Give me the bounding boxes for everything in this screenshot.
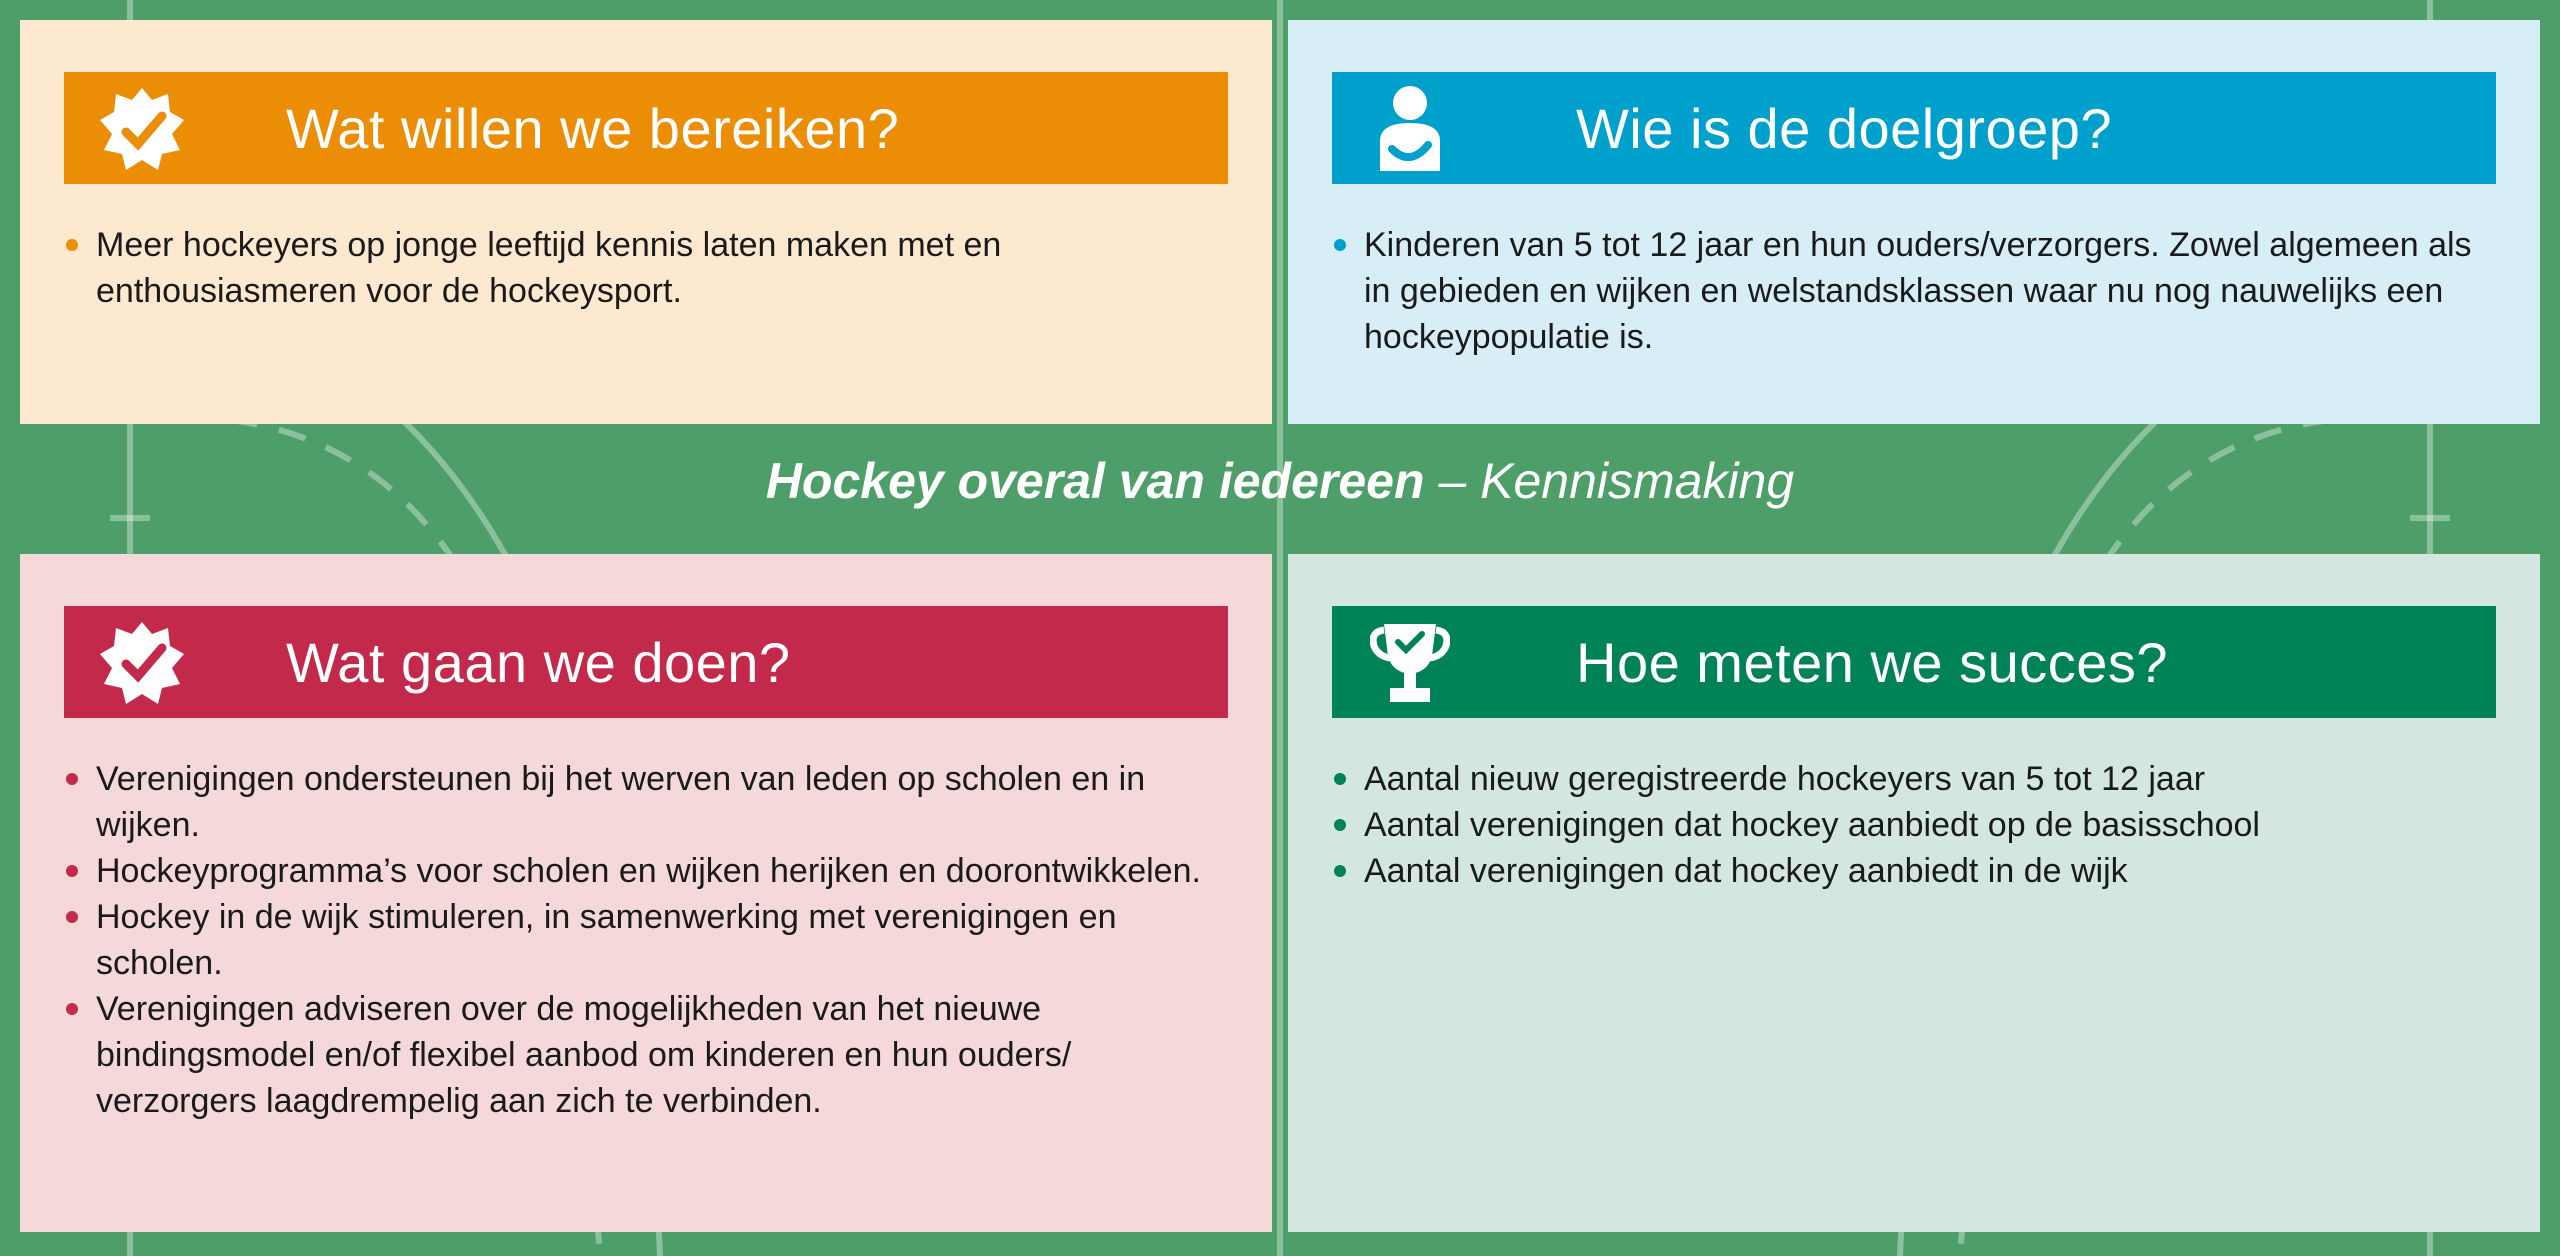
page-title: Hockey overal van iedereen – Kennismaking — [765, 453, 1795, 509]
arrow-target-icon — [86, 72, 198, 184]
list-item: Aantal nieuw geregistreerde hockeyers van 5 tot 12 jaar — [1332, 756, 2482, 802]
panel-success — [1288, 554, 2540, 1232]
list-item: Aantal verenigingen dat hockey aanbiedt op de basisschool — [1332, 802, 2482, 848]
list-item: Hockeyprogramma’s voor scholen en wijken herijken en doorontwikkelen. — [64, 848, 1214, 894]
actions-header — [64, 606, 1228, 718]
success-title: Hoe meten we succes? — [1576, 630, 2169, 694]
list-item: Verenigingen ondersteunen bij het werven van leden op scholen en in wijken. — [64, 756, 1214, 848]
success-list — [1332, 756, 2482, 894]
goal-list — [64, 222, 1214, 314]
panel-goal — [20, 20, 1272, 424]
trophy-icon — [1354, 606, 1466, 718]
success-header — [1332, 606, 2496, 718]
panel-actions — [20, 554, 1272, 1232]
target-title: Wie is de doelgroep? — [1576, 96, 2113, 160]
list-item: Kinderen van 5 tot 12 jaar en hun ouders/verzorgers. Zowel algemeen als in gebieden en wijken en welstandsklassen waar nu nog nauwelijks een hockeypopulatie is. — [1332, 222, 2482, 360]
list-item: Hockey in de wijk stimuleren, in samenwerking met verenigingen en scholen. — [64, 894, 1214, 986]
target-header — [1332, 72, 2496, 184]
goal-title: Wat willen we bereiken? — [286, 96, 900, 160]
actions-list — [64, 756, 1214, 1124]
actions-title: Wat gaan we doen? — [286, 630, 791, 694]
target-list — [1332, 222, 2482, 360]
list-item: Verenigingen adviseren over de mogelijkheden van het nieuwe bindingsmodel en/of flexibel aanbod om kinderen en hun ouders/ verzorgers laagdrempelig aan zich te verbinden. — [64, 986, 1214, 1124]
list-item: Aantal verenigingen dat hockey aanbiedt in de wijk — [1332, 848, 2482, 894]
goal-header — [64, 72, 1228, 184]
checkmark-badge-icon — [86, 606, 198, 718]
panel-target — [1288, 20, 2540, 424]
person-icon — [1354, 72, 1466, 184]
list-item: Meer hockeyers op jonge leeftijd kennis laten maken met en enthousiasmeren voor de hockeysport. — [64, 222, 1214, 314]
